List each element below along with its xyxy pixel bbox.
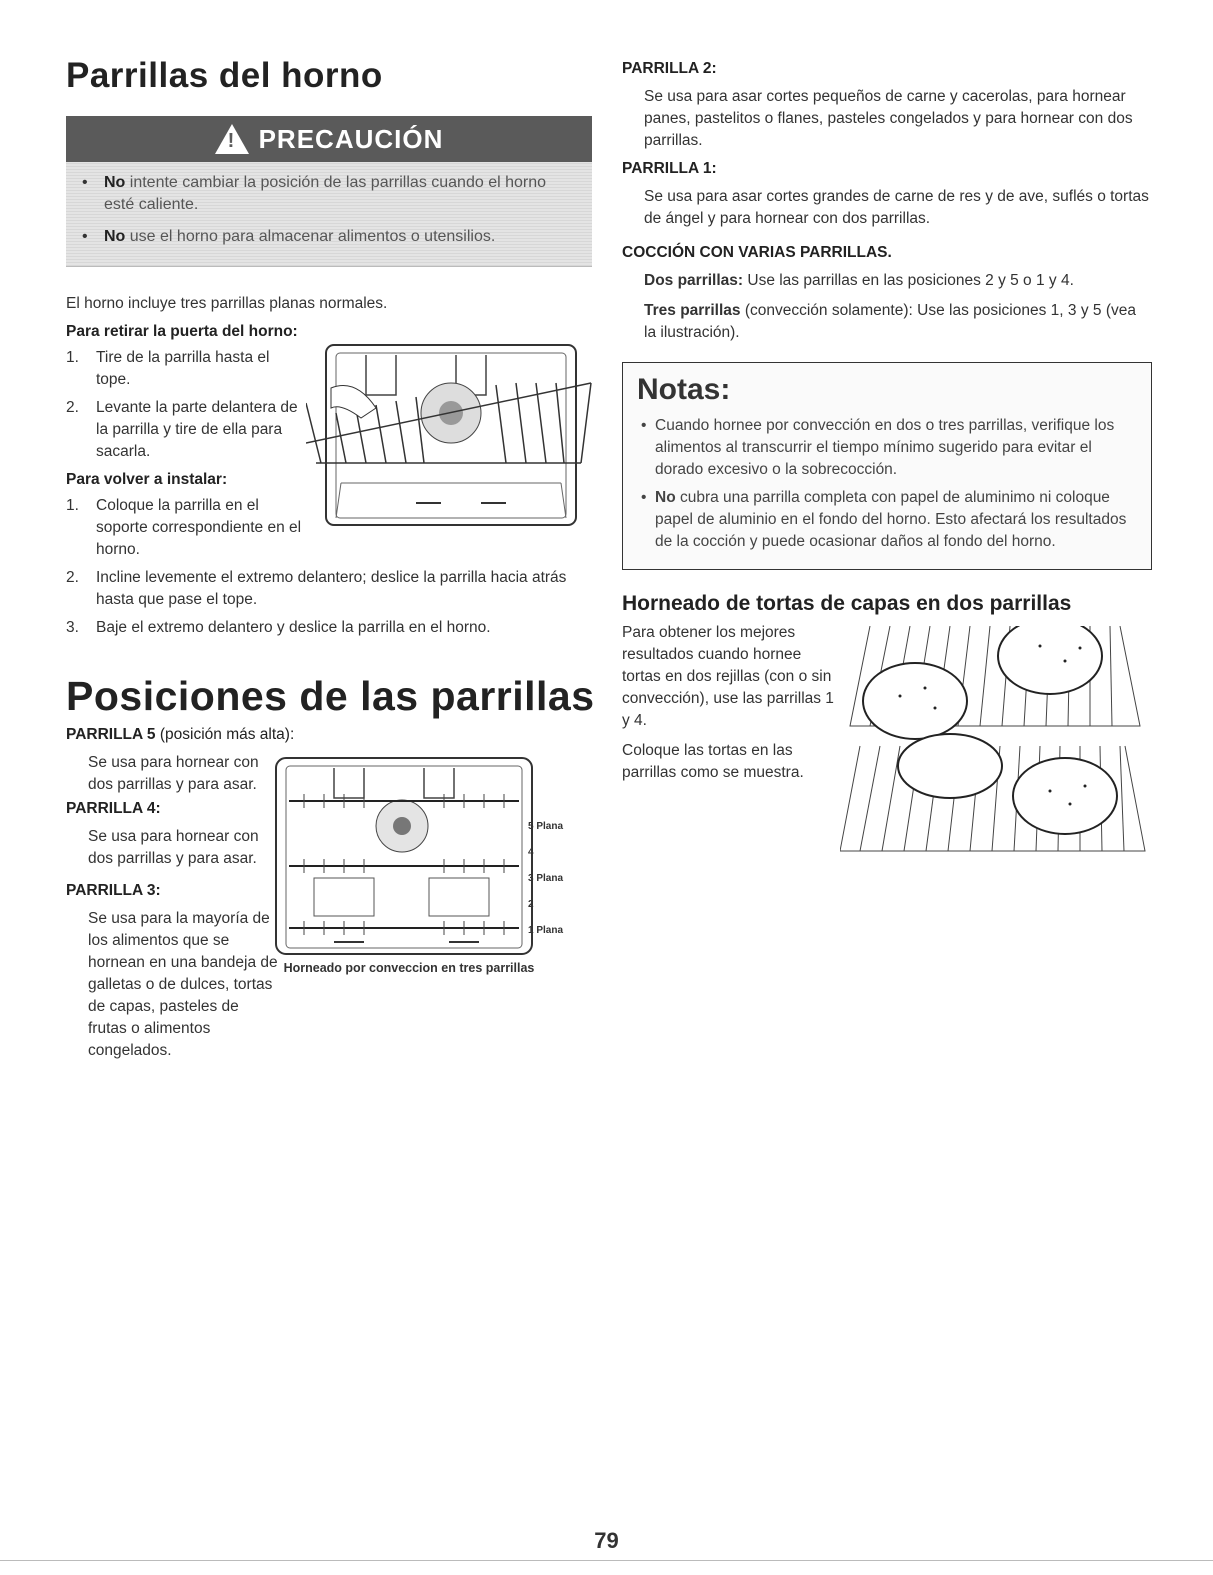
caution-header-text: PRECAUCIÓN xyxy=(258,123,444,154)
multi-rack-heading: COCCIÓN CON VARIAS PARRILLAS. xyxy=(622,244,892,261)
install-heading: Para volver a instalar: xyxy=(66,471,228,488)
section-title-rack-positions: Posiciones de las parrillas xyxy=(66,673,595,719)
section-title-oven-racks: Parrillas del horno xyxy=(66,56,383,95)
note-item: • Cuando hornee por convección en dos o tres parrillas, verifique los alimentos al transcurrir el tiempo mínimo sugerido para evitar el dorado excesivo o la sobrecocción. xyxy=(655,415,1137,481)
notes-title: Notas: xyxy=(637,373,731,406)
rack3-text: Se usa para la mayoría de los alimentos que se hornean en una bandeja de galletas o de dulces, tortas de capas, pasteles de frutas o alimentos congelados. xyxy=(88,910,278,1059)
rack-position-label: 3 Plana xyxy=(528,873,564,884)
remove-steps-list xyxy=(66,347,301,463)
caution-list xyxy=(66,172,592,248)
caution-header xyxy=(66,116,592,162)
rack-position-label: 5 Plana xyxy=(528,821,564,832)
left-column xyxy=(66,56,596,1062)
install-step: 2. Incline levemente el extremo delantero; deslice la parrilla hacia atrás hasta que pase el tope. xyxy=(66,569,567,608)
three-racks-text: Tres parrillas (convección solamente): Use las posiciones 1, 3 y 5 (vea la ilustración). xyxy=(644,302,1136,341)
note-item: • No cubra una parrilla completa con papel de aluminimo ni coloque papel de aluminio en el fondo del horno. Esto afectará los resultados de la cocción y puede ocasionar daños al fondo del horno. xyxy=(655,487,1137,553)
cake-paragraph-2: Coloque las tortas en las parrillas como se muestra. xyxy=(622,742,804,781)
notes-list xyxy=(637,415,1137,553)
install-step: 3. Baje el extremo delantero y deslice la parrilla en el horno. xyxy=(66,619,491,636)
rack1-text: Se usa para asar cortes grandes de carne de res y de ave, suflés o tortas de ángel y para hornear con dos parrillas. xyxy=(644,188,1149,227)
bottom-rule xyxy=(0,1560,1213,1561)
remove-heading: Para retirar la puerta del horno: xyxy=(66,323,298,340)
rack2-text: Se usa para asar cortes pequeños de carne y cacerolas, para hornear panes, pastelitos o flanes, pasteles congelados y para hornear con dos parrillas. xyxy=(644,88,1133,149)
caution-box xyxy=(66,116,592,267)
caution-item: • No use el horno para almacenar alimentos o utensilios. xyxy=(104,226,576,248)
two-racks-text: Dos parrillas: Use las parrillas en las posiciones 2 y 5 o 1 y 4. xyxy=(644,272,1074,289)
intro-text: El horno incluye tres parrillas planas normales. xyxy=(66,295,388,312)
install-step: 1. Coloque la parrilla en el soporte correspondiente en el horno. xyxy=(66,497,302,558)
rack2-label: PARRILLA 2: xyxy=(622,60,717,77)
cake-racks-illustration xyxy=(840,626,1150,856)
rack1-label: PARRILLA 1: xyxy=(622,160,717,177)
cake-section-heading: Horneado de tortas de capas en dos parrillas xyxy=(622,592,1072,615)
rack5-text: Se usa para hornear con dos parrillas y para asar. xyxy=(88,754,259,793)
rack-positions-diagram xyxy=(274,756,604,986)
diagram-caption: Horneado por conveccion en tres parrillas xyxy=(283,961,535,975)
remove-step: 1. Tire de la parrilla hasta el tope. xyxy=(66,349,270,388)
warning-triangle-icon: ! xyxy=(215,124,249,154)
rack4-label: PARRILLA 4: xyxy=(66,800,161,817)
rack4-text: Se usa para hornear con dos parrillas y para asar. xyxy=(88,828,259,867)
page-number: 79 xyxy=(594,1528,619,1553)
cake-paragraph-1: Para obtener los mejores resultados cuando hornee tortas en dos rejillas (con o sin convección), use las parrillas 1 y 4. xyxy=(622,624,834,729)
rack-removal-illustration xyxy=(306,343,596,533)
caution-item: • No intente cambiar la posición de las parrillas cuando el horno esté caliente. xyxy=(104,172,576,216)
right-column xyxy=(622,60,1152,784)
remove-step: 2. Levante la parte delantera de la parrilla y tire de ella para sacarla. xyxy=(66,399,298,460)
rack-position-label: 1 Plana xyxy=(528,925,564,936)
rack-position-label: 4 xyxy=(528,847,534,858)
oven-racks-illustration xyxy=(274,756,534,956)
rack5-label: PARRILLA 5 (posición más alta): xyxy=(66,726,295,743)
rack3-label: PARRILLA 3: xyxy=(66,882,161,899)
rack-position-labels xyxy=(528,814,563,944)
rack-position-label: 2 xyxy=(528,899,534,910)
notes-box xyxy=(622,362,1152,570)
